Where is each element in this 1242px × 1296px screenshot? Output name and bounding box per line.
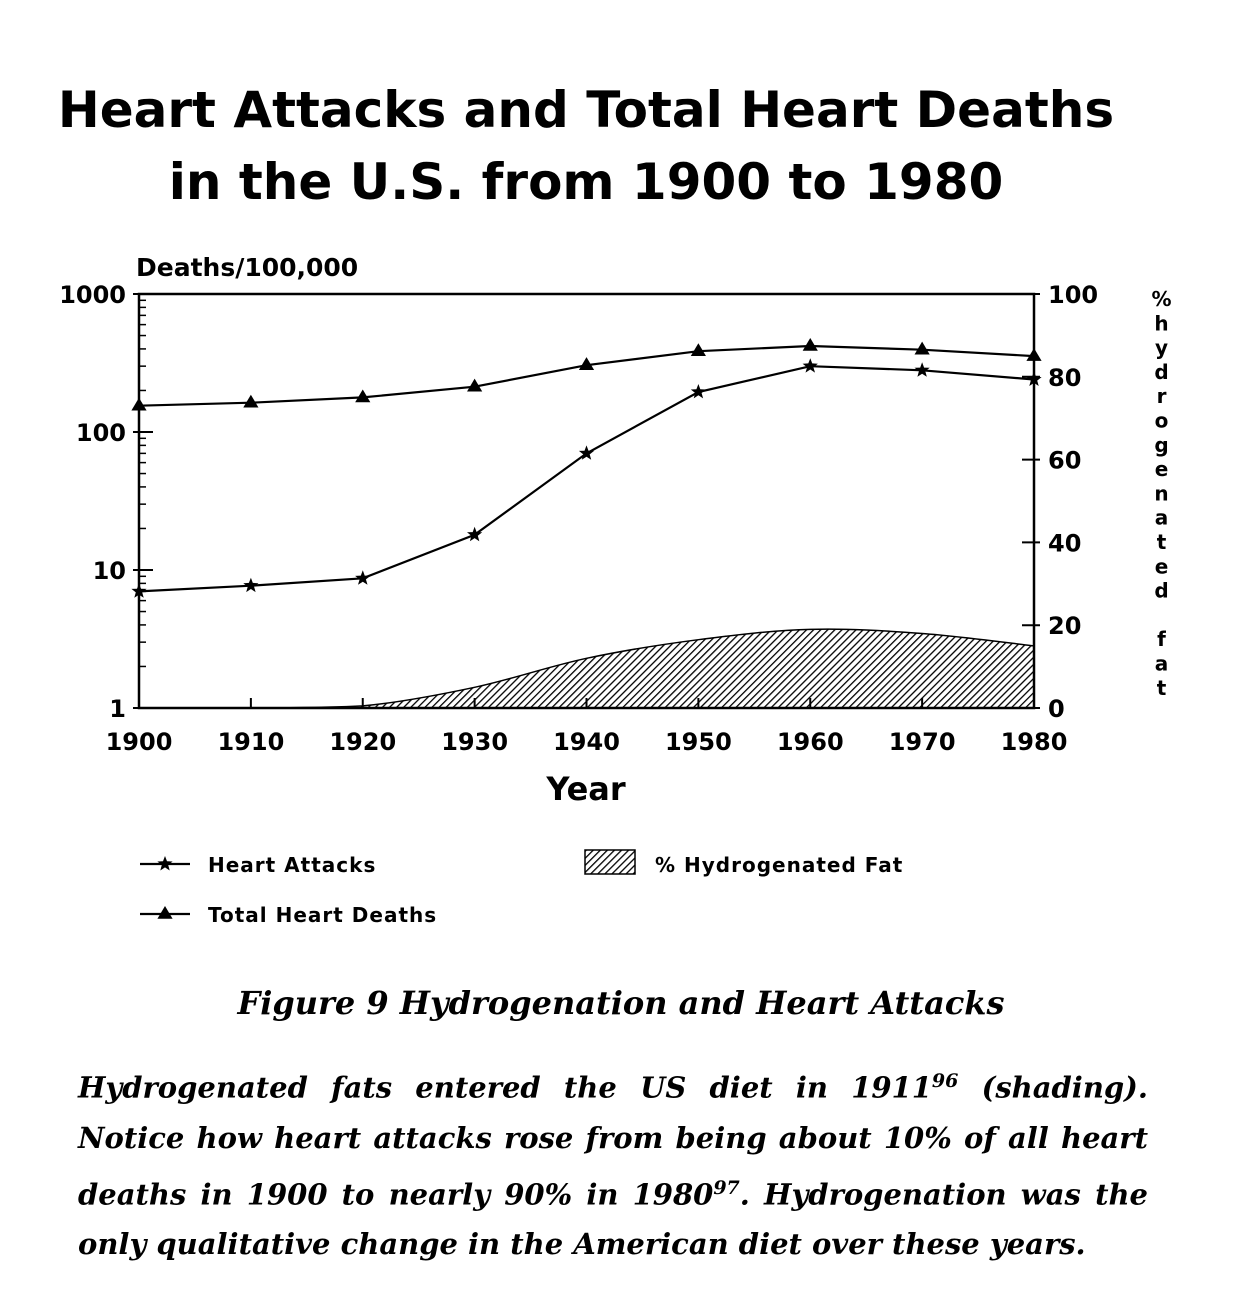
y-tick-label: 100: [75, 419, 126, 447]
y2-axis-label-char: d: [1154, 578, 1170, 603]
caption-text-1: Hydrogenated fats entered the US diet in 1911: [78, 1070, 932, 1105]
y2-axis-label-char: f: [1157, 627, 1167, 652]
heart-attacks-point: [467, 527, 482, 541]
y2-tick-label: 20: [1048, 612, 1082, 641]
caption-text-3: . Hydrogenation was the only qualitative change in the American diet over these years.: [78, 1177, 1148, 1262]
total-heart-deaths-point: [243, 395, 258, 408]
heart-attacks-point: [243, 578, 258, 592]
total-heart-deaths-point: [131, 398, 146, 411]
legend-marker-total-heart-deaths: [157, 906, 172, 919]
y2-axis-label-char: e: [1154, 457, 1170, 482]
y2-tick-label: 40: [1048, 529, 1082, 558]
x-tick-label: 1910: [217, 728, 285, 756]
x-tick-label: 1950: [664, 728, 732, 756]
hydrogenated-fat-area: [139, 629, 1034, 708]
legend-marker-heart-attacks: [157, 856, 172, 871]
y2-axis-label: [1151, 287, 1172, 700]
reference-97: 97: [713, 1176, 740, 1199]
y2-axis-label-char: g: [1154, 432, 1170, 457]
y2-axis-label-char: %: [1151, 287, 1173, 311]
y2-axis-label-char: y: [1154, 335, 1170, 360]
y2-tick-label: 100: [1048, 281, 1099, 309]
total-heart-deaths-point: [915, 342, 930, 355]
hydrogenated-fat-area-layer: [139, 629, 1034, 708]
y2-tick-label: 0: [1048, 695, 1065, 723]
x-tick-label: 1940: [553, 728, 620, 756]
series-lines: [131, 338, 1041, 598]
legend-label-heart-attacks: Heart Attacks: [208, 853, 377, 877]
total-heart-deaths-line: [139, 346, 1034, 406]
x-tick-label: 1960: [776, 728, 844, 756]
legend: [140, 850, 903, 927]
x-tick-label: 1980: [1000, 728, 1068, 756]
y2-axis-label-char: n: [1154, 481, 1170, 506]
x-axis-label: Year: [546, 770, 626, 808]
y2-axis-label-char: e: [1154, 554, 1170, 579]
heart-attacks-point: [355, 570, 370, 585]
total-heart-deaths-point: [691, 343, 706, 356]
y2-axis-label-char: t: [1156, 675, 1168, 700]
y2-axis-label-char: r: [1156, 384, 1168, 409]
legend-label-total-heart-deaths: Total Heart Deaths: [208, 903, 438, 927]
figure-caption-title: Figure 9 Hydrogenation and Heart Attacks: [237, 984, 1005, 1022]
figure-caption-body: [78, 1056, 1148, 1269]
chart-title-line: Heart Attacks and Total Heart Deaths: [57, 81, 1115, 139]
x-tick-label: 1900: [105, 728, 173, 756]
caption-text-2: (shading). Notice how heart attacks rose from being about 10% of all heart deaths in 1900 to nearly 90% in 1980: [78, 1070, 1148, 1212]
total-heart-deaths-point: [803, 338, 818, 351]
y-tick-label: 1: [109, 695, 126, 723]
y2-axis-label-char: h: [1154, 311, 1170, 336]
y2-tick-label: 80: [1048, 363, 1082, 392]
y2-axis-label-char: a: [1154, 505, 1170, 530]
y2-axis-label-char: t: [1156, 530, 1168, 554]
y-tick-label: 1000: [59, 281, 126, 309]
x-tick-label: 1970: [888, 728, 956, 756]
chart-title: [58, 81, 1114, 211]
y2-tick-label: 60: [1048, 446, 1082, 475]
y2-axis-label-char: o: [1154, 408, 1170, 433]
legend-swatch-hydrogenated-fat: [585, 850, 635, 874]
y-tick-label: 10: [92, 557, 126, 585]
heart-attacks-point: [691, 384, 706, 398]
heart-attacks-line: [139, 366, 1034, 591]
reference-96: 96: [931, 1070, 959, 1092]
total-heart-deaths-point: [1026, 348, 1041, 361]
heart-attacks-point: [803, 358, 818, 372]
heart-attacks-point: [915, 362, 930, 377]
y2-axis-label-char: d: [1154, 359, 1170, 384]
chart-title-line: in the U.S. from 1900 to 1980: [168, 153, 1004, 211]
y2-axis-label-char: a: [1154, 651, 1170, 676]
x-tick-label: 1920: [329, 728, 397, 756]
legend-label-hydrogenated-fat: % Hydrogenated Fat: [655, 853, 904, 877]
x-tick-label: 1930: [441, 728, 509, 756]
y-axis-label: Deaths/100,000: [136, 253, 359, 282]
